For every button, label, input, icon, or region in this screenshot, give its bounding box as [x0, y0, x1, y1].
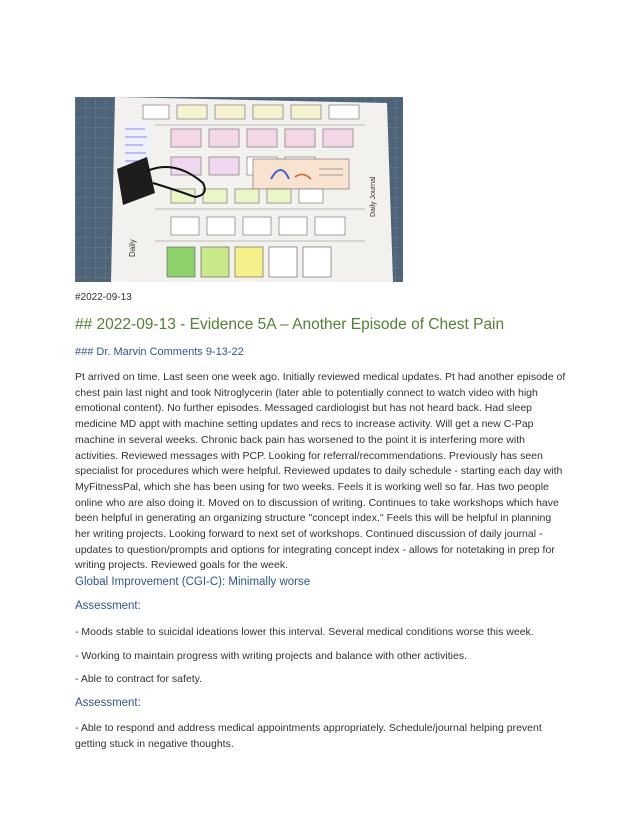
global-improvement-heading: Global Improvement (CGI-C): Minimally worse — [75, 576, 311, 588]
date-tag: #2022-09-13 — [75, 292, 132, 303]
assessment-item: - Able to contract for safety. — [75, 673, 203, 685]
session-notes-paragraph: Pt arrived on time. Last seen one week ago. Initially reviewed medical updates. Pt had another episode of chest pain last night and took Nitroglycerin (later able to potentially connect to watch video with high emotional content). No further episodes. Messaged cardiologist but has not heard back. Had sleep medicine MD appt with machine setting updates and recs to increase activity. Will get a new C-Pap machine in several weeks. Chronic back pain has worsened to the point it is interfering more with activities. Reviewed messages with PCP. Looking for referral/recommendations. Previously has seen specialist for procedures which were helpful. Reviewed updates to daily schedule - starting each day with MyFitnessPal, which she has been using for two weeks. Feels it is working well so far. Has two people online who are also doing it. Moved on to discussion of writing. Continues to take workshops which have been helpful in generating an organizing structure "concept index." Feels this will be helpful in planning her writing projects. Looking forward to next set of workshops. Continued discussion of daily journal - updates to question/prompts and options for integrating concept index - allows for notetaking in prep for writing projects. Reviewed goals for the week. — [75, 371, 566, 572]
journal-photo — [75, 97, 403, 282]
assessment-heading-2: Assessment: — [75, 697, 141, 709]
svg-text:Daily: Daily — [128, 239, 137, 257]
page-heading: ## 2022-09-13 - Evidence 5A – Another Episode of Chest Pain — [75, 316, 505, 333]
assessment-heading-1: Assessment: — [75, 600, 141, 612]
assessment-item: - Able to respond and address medical appointments appropriately. Schedule/journal helping prevent getting stuck in negative thoughts. — [75, 722, 542, 750]
assessment-item: - Working to maintain progress with writing projects and balance with other activities. — [75, 650, 467, 662]
comments-heading: ### Dr. Marvin Comments 9-13-22 — [75, 346, 244, 358]
journal-photo-image — [75, 97, 403, 282]
journal-photo-sheet-title: Daily Journal — [370, 176, 377, 217]
assessment-item: - Moods stable to suicidal ideations lower this interval. Several medical conditions worse this week. — [75, 626, 534, 638]
